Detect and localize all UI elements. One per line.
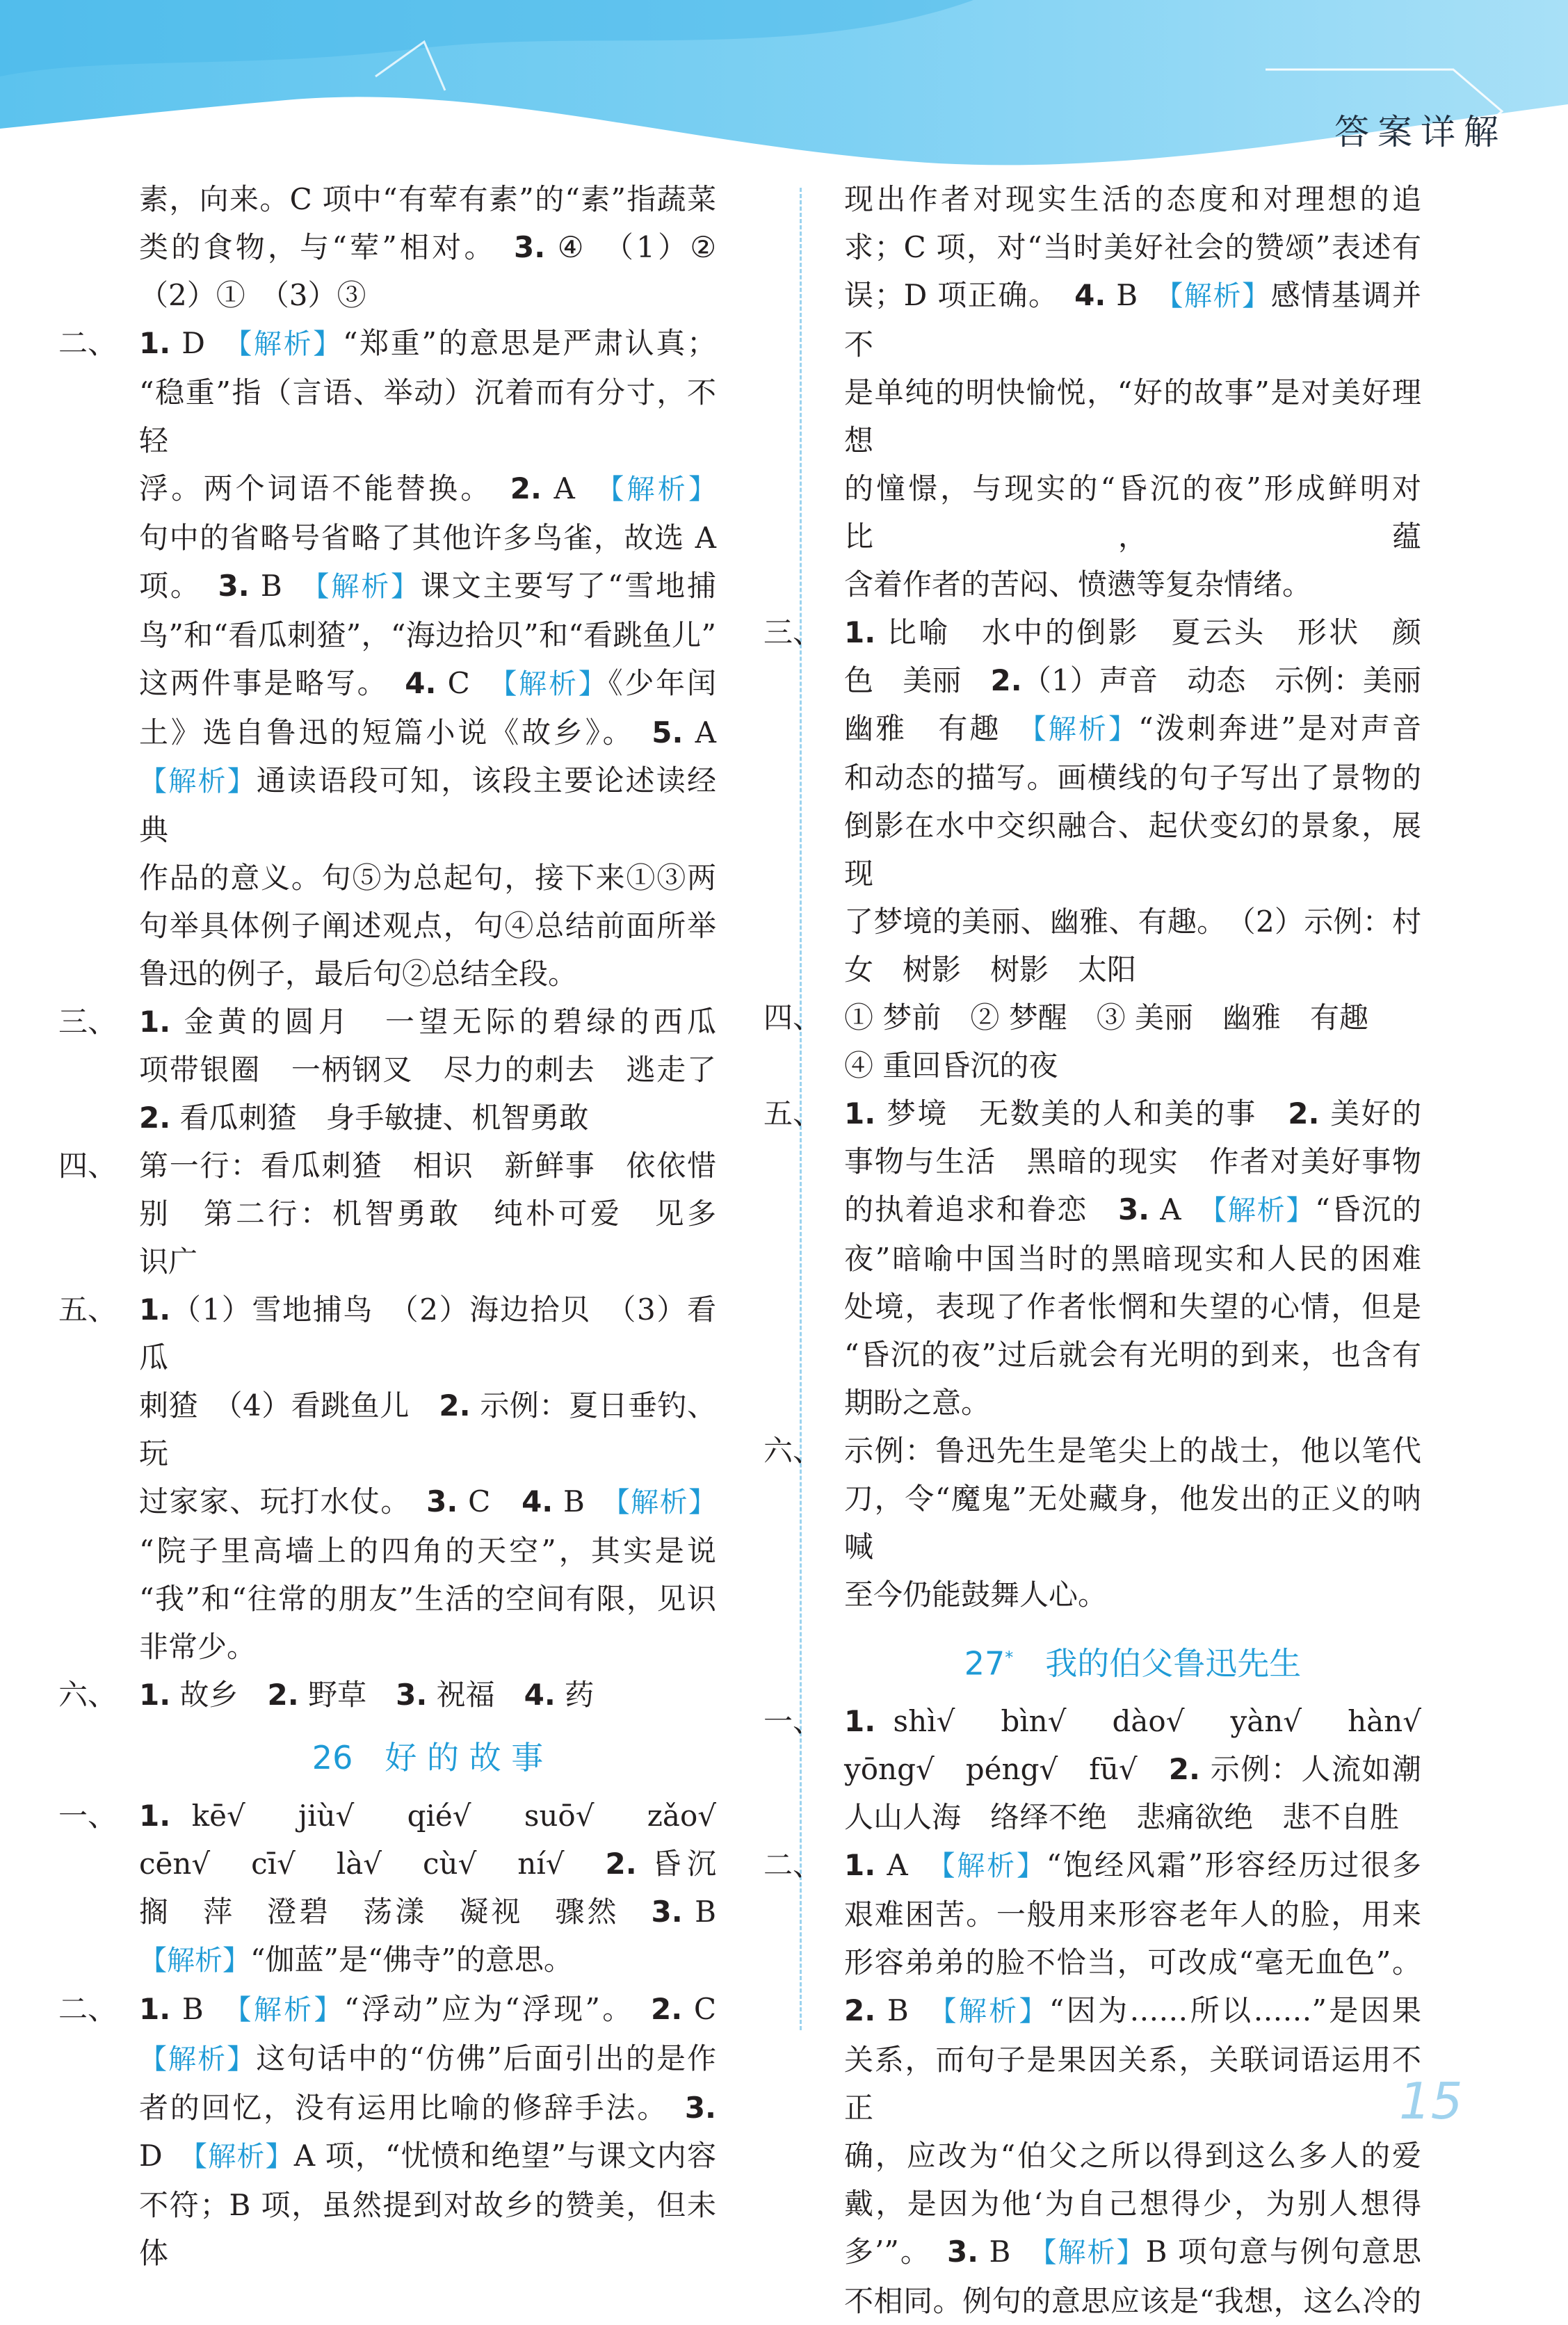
answer-line <box>139 1527 716 1575</box>
answer-line <box>844 946 1421 994</box>
answer-line <box>139 1238 716 1286</box>
answer-text: 1. B 【解析】“浮动”应为“浮现”。 2. C <box>139 1992 717 2026</box>
answer-line <box>139 1094 716 1142</box>
section-label: 一、 <box>58 1799 118 1833</box>
header-wave-band <box>0 0 1568 188</box>
answer-text: 1. kē√ jiù√ qié√ suō√ zǎo√ <box>139 1799 716 1833</box>
answer-text: 鸟”和“看瓜刺猹”，“海边拾贝”和“看跳鱼儿” <box>139 618 716 652</box>
answer-text: 关系，而句子是果因关系，关联词语运用不正 <box>844 2043 1421 2125</box>
answer-text: 确，应改为“伯父之所以得到这么多人的爱 <box>844 2139 1421 2173</box>
answer-line <box>139 1623 716 1671</box>
answer-line <box>139 2132 716 2181</box>
answer-line <box>58 1985 717 2034</box>
answer-text: 刀，令“魔鬼”无处藏身，他发出的正义的呐喊 <box>844 1482 1421 1564</box>
answer-text: 的执着追求和眷恋 3. A 【解析】“昏沉的 <box>844 1192 1421 1226</box>
section-label: 六、 <box>763 1434 823 1468</box>
answer-text: 第一行：看瓜刺猹 相识 新鲜事 依依惜 <box>139 1149 716 1183</box>
answer-line <box>58 1671 716 1719</box>
answer-text: 别 第二行：机智勇敢 纯朴可爱 见多 <box>139 1197 716 1231</box>
answer-line <box>139 562 716 611</box>
answer-text: ④ 重回昏沉的夜 <box>844 1048 1058 1083</box>
answer-line <box>139 2084 716 2132</box>
answer-text: 1. 比喻 水中的倒影 夏云头 形状 颜 <box>844 615 1421 649</box>
answer-line <box>844 1137 1421 1185</box>
header-title: 答案详解 <box>1334 112 1507 152</box>
answer-line <box>844 2132 1421 2180</box>
answer-text: 求；C 项，对“当时美好社会的赞颂”表述有 <box>844 230 1421 264</box>
section-label: 四、 <box>58 1149 118 1183</box>
answer-text: 戴，是因为他‘为自己想得少，为别人想得 <box>844 2187 1421 2221</box>
right-column <box>763 175 1422 2325</box>
answer-line <box>763 1697 1421 1745</box>
answer-text: 类的食物，与“荤”相对。 3. ④ （1）② <box>139 230 716 264</box>
answer-line <box>139 464 716 514</box>
answer-text: 现出作者对现实生活的态度和对理想的追 <box>844 182 1421 216</box>
answer-line <box>139 1477 716 1527</box>
answer-text: 土》选自鲁迅的短篇小说《故乡》。 5. A <box>139 715 716 750</box>
answer-line <box>844 754 1421 802</box>
answer-line <box>844 1475 1421 1571</box>
answer-line <box>844 464 1421 560</box>
answer-line <box>844 1745 1421 1793</box>
answer-text: 含着作者的苦闷、愤懑等复杂情绪。 <box>844 567 1312 601</box>
answer-text: “稳重”指（言语、举动）沉着而有分寸，不轻 <box>139 375 716 457</box>
answer-text: 1. shì√ bìn√ dào√ yàn√ hàn√ <box>844 1704 1421 1739</box>
answer-text: 2. 看瓜刺猹 身手敏捷、机智勇敢 <box>139 1101 589 1135</box>
answer-text: 事物与生活 黑暗的现实 作者对美好事物 <box>844 1144 1421 1178</box>
answer-line <box>139 271 716 319</box>
answer-text: “昏沉的夜”过后就会有光明的到来，也含有 <box>844 1338 1421 1372</box>
answer-line <box>844 560 1421 608</box>
answer-text: 多’”。 3. B 【解析】B 项句意与例句意思 <box>844 2235 1422 2269</box>
answer-line <box>844 2228 1421 2277</box>
answer-text: “我”和“往常的朋友”生活的空间有限，见识 <box>139 1582 716 1616</box>
section-label: 四、 <box>763 1001 823 1035</box>
answer-line <box>139 223 716 271</box>
answer-text: cēn√ cī√ là√ cù√ ní√ 2. 昏沉 <box>139 1847 716 1881</box>
section-label: 一、 <box>763 1704 823 1739</box>
answer-text: 至今仍能鼓舞人心。 <box>844 1578 1108 1612</box>
answer-line <box>139 514 716 562</box>
section-label: 二、 <box>58 326 118 360</box>
section-label: 二、 <box>763 1848 823 1883</box>
answer-line <box>58 1142 716 1190</box>
answer-line <box>844 175 1421 223</box>
answer-line <box>139 368 716 464</box>
answer-line <box>139 659 716 708</box>
answer-line <box>844 2036 1421 2132</box>
answer-text: 1.（1）雪地捕鸟 （2）海边拾贝 （3）看瓜 <box>139 1293 716 1375</box>
answer-text: 2. B 【解析】“因为……所以……”是因果 <box>844 1993 1422 2028</box>
answer-line <box>844 2180 1421 2228</box>
answer-text: 形容弟弟的脸不恰当，可改成“毫无血色”。 <box>844 1945 1421 1980</box>
answer-text: 女 树影 树影 太阳 <box>844 953 1137 987</box>
answer-line <box>139 1888 716 1936</box>
answer-text: ① 梦前 ② 梦醒 ③ 美丽 幽雅 有趣 <box>844 1001 1369 1035</box>
answer-text: （2）① （3）③ <box>139 278 366 312</box>
answer-line <box>844 1042 1421 1089</box>
answer-text: yōng√ péng√ fū√ 2. 示例：人流如潮 <box>844 1752 1421 1787</box>
answer-text: 句中的省略号省略了其他许多鸟雀，故选 A <box>139 521 716 555</box>
answer-text: 倒影在水中交织融合、起伏变幻的景象，展现 <box>844 809 1421 891</box>
section-label: 二、 <box>58 1992 118 2026</box>
answer-line <box>844 1283 1421 1331</box>
answer-line <box>844 704 1421 754</box>
answer-line <box>844 1331 1421 1379</box>
answer-text: 者的回忆，没有运用比喻的修辞手法。 3. <box>139 2091 716 2125</box>
answer-text: 1. 金黄的圆月 一望无际的碧绿的西瓜 <box>139 1005 716 1039</box>
answer-line <box>139 2181 716 2277</box>
answer-text: 项带银圈 一柄钢叉 尽力的刺去 逃走了 <box>139 1053 716 1087</box>
section-label: 五、 <box>763 1096 823 1131</box>
section-label: 五、 <box>58 1293 118 1327</box>
answer-text: 鲁迅的例子，最后句②总结全段。 <box>139 957 578 991</box>
answer-line <box>844 1890 1421 1938</box>
answer-line <box>844 223 1421 271</box>
answer-text: 浮。两个词语不能替换。 2. A 【解析】 <box>139 471 716 505</box>
answer-line <box>139 1190 716 1238</box>
answer-text: 色 美丽 2.（1）声音 动态 示例：美丽 <box>844 663 1421 697</box>
answer-text: 不符；B 项，虽然提到对故乡的赞美，但未体 <box>139 2188 716 2270</box>
answer-text: 1. 故乡 2. 野草 3. 祝福 4. 药 <box>139 1678 595 1712</box>
section-label: 三、 <box>763 615 823 649</box>
answer-line <box>844 1235 1421 1283</box>
answer-text: 人山人海 络绎不绝 悲痛欲绝 悲不自胜 <box>844 1800 1400 1835</box>
answer-text: 【解析】“伽蓝”是“佛寺”的意思。 <box>139 1943 573 1977</box>
answer-text: 了梦境的美丽、幽雅、有趣。 （2）示例：村 <box>844 905 1421 939</box>
answer-line <box>844 1986 1421 2036</box>
answer-text: 艰难困苦。一般用来形容老年人的脸，用来 <box>844 1897 1421 1932</box>
answer-text: 是单纯的明快愉悦，“好的故事”是对美好理想 <box>844 375 1421 457</box>
answer-text: 【解析】这句话中的“仿佛”后面引出的是作 <box>139 2041 717 2075</box>
answer-line <box>58 998 716 1046</box>
answer-text: 素，向来。C 项中“有荤有素”的“素”指蔬菜 <box>139 182 716 216</box>
answer-line <box>139 611 716 659</box>
answer-text: “院子里高墙上的四角的天空”，其实是说 <box>139 1534 716 1568</box>
answer-text: 这两件事是略写。 4. C 【解析】《少年闰 <box>139 666 716 700</box>
lesson-title: 26 好 的 故 事 <box>312 1739 544 1776</box>
answer-text: 示例：鲁迅先生是笔尖上的战士，他以笔代 <box>844 1434 1421 1468</box>
answer-line <box>844 1571 1421 1619</box>
section-label: 六、 <box>58 1678 118 1712</box>
answer-line <box>139 854 716 902</box>
answer-line <box>763 1427 1421 1475</box>
answer-text: 1. 梦境 无数美的人和美的事 2. 美好的 <box>844 1096 1421 1131</box>
answer-text: 幽雅 有趣 【解析】“泼刺奔进”是对声音 <box>844 711 1421 745</box>
answer-line <box>139 1840 716 1888</box>
left-column <box>58 175 717 2277</box>
answer-text: 和动态的描写。画横线的句子写出了景物的 <box>844 761 1421 795</box>
answer-text: 误；D 项正确。 4. B 【解析】感情基调并不 <box>844 278 1422 362</box>
answer-line <box>763 994 1421 1042</box>
answer-text: 搁 萍 澄碧 荡漾 凝视 骤然 3. B <box>139 1895 716 1929</box>
answer-line <box>763 1089 1421 1137</box>
answer-text: 不相同。例句的意思应该是“我想，这么冷的 <box>844 2284 1421 2319</box>
answer-line <box>139 756 716 854</box>
answer-line <box>139 175 716 223</box>
answer-text: 【解析】通读语段可知，该段主要论述读经典 <box>139 763 716 847</box>
lesson-title: 27* 我的伯父鲁迅先生 <box>964 1644 1302 1683</box>
answer-line <box>139 1382 716 1477</box>
answer-text: 项。 3. B 【解析】课文主要写了“雪地捕 <box>139 569 716 603</box>
page-number: 15 <box>1399 2072 1463 2130</box>
answer-text: 的憧憬，与现实的“昏沉的夜”形成鲜明对比，蕴 <box>844 471 1421 553</box>
answer-line <box>844 802 1421 898</box>
answer-text: 句举具体例子阐述观点，句④总结前面所举 <box>139 909 716 943</box>
answer-line <box>58 1286 716 1382</box>
answer-line <box>844 271 1421 368</box>
section-label: 三、 <box>58 1005 118 1039</box>
answer-line <box>139 1575 716 1623</box>
answer-line <box>139 902 716 950</box>
answer-text: 非常少。 <box>139 1630 257 1664</box>
answer-line <box>139 1936 716 1985</box>
answer-line <box>58 1792 716 1840</box>
answer-line <box>844 656 1421 704</box>
answer-line <box>844 2277 1421 2325</box>
answer-line <box>139 950 716 998</box>
answer-line <box>139 2034 716 2084</box>
answer-text: 处境，表现了作者怅惘和失望的心情，但是 <box>844 1290 1421 1324</box>
answer-text: 识广 <box>139 1245 198 1279</box>
answer-line <box>844 368 1421 464</box>
answer-line <box>844 1379 1421 1427</box>
answer-text: 刺猹 （4）看跳鱼儿 2. 示例：夏日垂钓、玩 <box>139 1388 716 1471</box>
answer-text: 1. A 【解析】“饱经风霜”形容经历过很多 <box>844 1848 1422 1883</box>
answer-line <box>763 1841 1422 1890</box>
answer-text: 夜”暗喻中国当时的黑暗现实和人民的困难 <box>844 1242 1421 1276</box>
answer-line <box>763 608 1421 656</box>
answer-text: 过家家、玩打水仗。 3. C 4. B 【解析】 <box>139 1484 716 1518</box>
answer-text: D 【解析】A 项，“忧愤和绝望”与课文内容 <box>139 2139 716 2173</box>
answer-text: 期盼之意。 <box>844 1386 991 1420</box>
answer-line <box>844 1793 1421 1841</box>
answer-line <box>844 1185 1421 1235</box>
answer-text: 作品的意义。句⑤为总起句，接下来①③两 <box>139 861 716 895</box>
answer-line <box>844 1938 1421 1986</box>
answer-text: 1. D 【解析】“郑重”的意思是严肃认真； <box>139 326 716 360</box>
answer-line <box>58 319 716 368</box>
answer-line <box>844 898 1421 946</box>
answer-line <box>139 708 716 756</box>
answer-line <box>139 1046 716 1094</box>
